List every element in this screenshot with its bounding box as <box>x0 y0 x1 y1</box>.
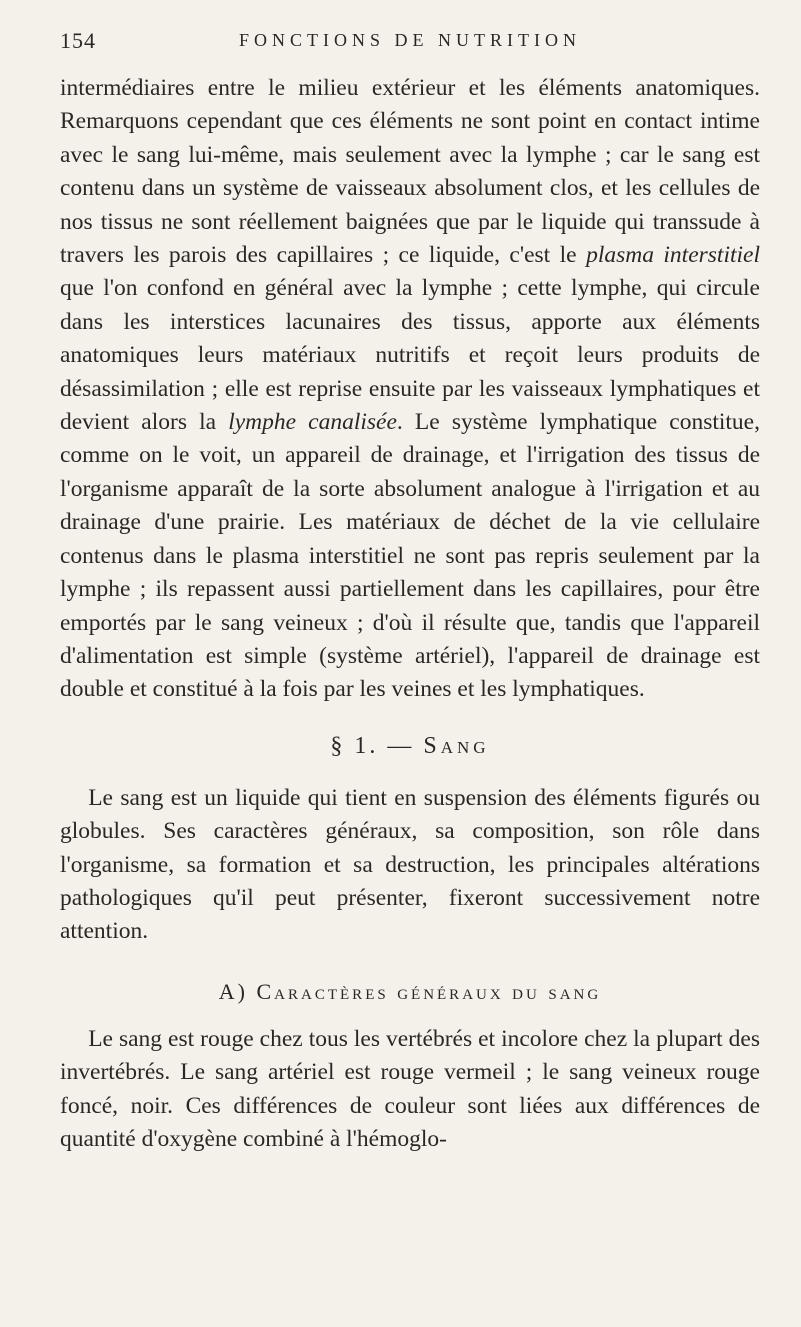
paragraph-lymph-text-b: que l'on confond en général avec la lymphe ; cette lymphe, qui circule dans les interstices lacunaires des tissus, apporte aux éléments anatomiques leurs matériaux nutritifs et reçoit leurs produits de désassimilation ; elle est reprise ensuite par les vaisseaux lymphatiques et devient alors la <box>60 275 760 436</box>
paragraph-lymph-text-a: intermédiaires entre le milieu extérieur et les éléments anatomiques. Remarquons cependant que ces éléments ne sont point en contact intime avec le sang lui-même, mais seulement avec la lymphe ; car le sang est contenu dans un système de vaisseaux absolument clos, et les cellules de nos tissus ne sont réellement baignées que par le liquide qui transsude à travers les parois des capillaires ; ce liquide, c'est le <box>60 75 760 269</box>
term-lymphe-canalisee: lymphe canalisée <box>228 409 397 436</box>
paragraph-blood-color: Le sang est rouge chez tous les vertébrés et incolore chez la plupart des invertébrés. Le sang artériel est rouge vermeil ; le sang veineux rouge foncé, noir. Ces différences de couleur sont liées aux différences de quantité d'oxygène combiné à l'hémoglo- <box>60 1025 760 1152</box>
running-head <box>60 28 760 64</box>
term-plasma-interstitiel: plasma interstitiel <box>586 242 761 269</box>
section-heading <box>60 733 760 760</box>
section-title: Sang <box>423 732 490 759</box>
paragraph-blood-intro: Le sang est un liquide qui tient en suspension des éléments figurés ou globules. Ses caractères généraux, sa composition, son rôle dans l'organisme, sa formation et sa destruction, les principales altérations pathologiques qu'il peut présenter, fixeront successivement notre attention. <box>60 784 760 945</box>
paragraph-lymph-text-c: . Le système lymphatique constitue, comme on le voit, un appareil de drainage, et l'irrigation des tissus de l'organisme apparaît de la sorte absolument analogue à l'irrigation et au drainage d'une prairie. Les matériaux de déchet de la vie cellulaire contenus dans le plasma interstitiel ne sont pas repris seulement par la lymphe ; ils repassent aussi partiellement dans les capillaires, pour être emportés par le sang veineux ; d'où il résulte que, tandis que l'appareil d'alimentation est simple (système artériel), l'appareil de drainage est double et constitué à la fois par les veines et les lymphatiques. <box>60 409 760 703</box>
paragraph-lymph <box>60 72 760 707</box>
subsection-heading: A) Caractères généraux du sang <box>218 978 602 1004</box>
book-page <box>60 28 760 1156</box>
section-number: § 1. — <box>330 732 415 759</box>
running-title: FONCTIONS DE NUTRITION <box>239 30 581 50</box>
page-number: 154 <box>60 28 96 53</box>
